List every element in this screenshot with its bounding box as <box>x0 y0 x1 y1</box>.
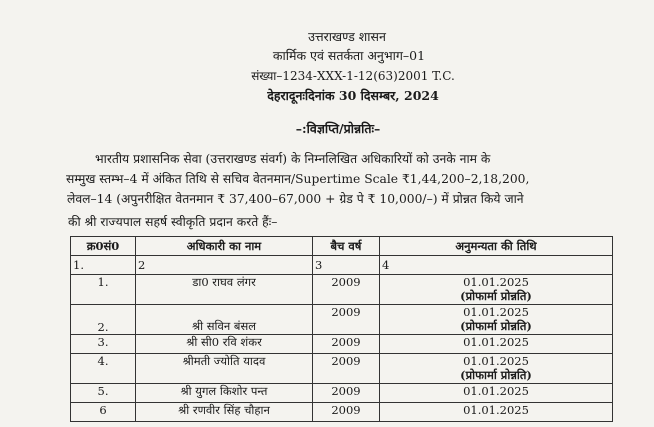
header-batch: बैच वर्ष <box>313 237 380 256</box>
row-date: 01.01.2025 <box>380 403 613 422</box>
row-batch: 2009 <box>313 384 380 403</box>
column-number-row <box>71 256 613 275</box>
row-batch: 2009 <box>313 403 380 422</box>
row-note: (प्रोफार्मा प्रोन्नति) <box>460 368 532 382</box>
row-batch: 2009 <box>313 275 380 305</box>
row-sno: 1. <box>71 275 136 305</box>
row-date-cell <box>380 305 613 335</box>
paragraph-line-3: लेवल–14 (अपुनरीक्षित वेतनमान ₹ 37,400–67,000 + ग्रेड पे ₹ 10,000/–) में प्रोन्नत किये जाने <box>67 192 524 206</box>
notice-subject: –:विज्ञप्ति/प्रोन्नतिः– <box>295 121 381 136</box>
row-batch: 2009 <box>313 354 380 384</box>
col-number: 3 <box>313 256 380 275</box>
row-name: श्री सविन बंसल <box>136 305 313 335</box>
officers-table <box>70 236 613 422</box>
reference-number: संख्या–1234-XXX-1-12(63)2001 T.C. <box>251 69 455 83</box>
row-date: 01.01.2025 <box>380 335 613 354</box>
row-date: 01.01.2025 <box>463 275 529 289</box>
row-name: श्री युगल किशोर पन्त <box>136 384 313 403</box>
row-sno: 4. <box>71 354 136 384</box>
table-row <box>71 275 613 305</box>
paragraph-line-2: सम्मुख स्तम्भ–4 में अंकित तिथि से सचिव वेतनमान/Supertime Scale ₹1,44,200–2,18,200, <box>66 172 530 186</box>
table-row <box>71 305 613 335</box>
col-number: 2 <box>136 256 313 275</box>
section-title: कार्मिक एवं सतर्कता अनुभाग–01 <box>272 48 426 63</box>
row-date: 01.01.2025 <box>380 384 613 403</box>
paragraph-line-1: भारतीय प्रशासनिक सेवा (उत्तराखण्ड संवर्ग) के निम्नलिखित अधिकारियों को उनके नाम के <box>95 152 491 166</box>
table-row <box>71 335 613 354</box>
table-header-row <box>71 237 613 256</box>
row-sno: 5. <box>71 384 136 403</box>
row-date: 01.01.2025 <box>463 305 529 319</box>
header-name: अधिकारी का नाम <box>136 237 313 256</box>
row-name: श्री सी0 रवि शंकर <box>136 335 313 354</box>
row-name: डा0 राघव लंगर <box>136 275 313 305</box>
row-date-cell <box>380 354 613 384</box>
table-row <box>71 384 613 403</box>
paragraph-line-4: की श्री राज्यपाल सहर्ष स्वीकृति प्रदान करते हैंः– <box>68 215 278 229</box>
row-batch: 2009 <box>313 335 380 354</box>
row-note: (प्रोफार्मा प्रोन्नति) <box>460 289 532 303</box>
row-date: 01.01.2025 <box>463 354 529 368</box>
header-date: अनुमन्यता की तिथि <box>380 237 613 256</box>
header-sno: क्र0सं0 <box>71 237 136 256</box>
row-batch: 2009 <box>313 305 380 335</box>
row-note: (प्रोफार्मा प्रोन्नति) <box>460 319 532 333</box>
row-name: श्री रणवीर सिंह चौहान <box>136 403 313 422</box>
department-title: उत्तराखण्ड शासन <box>308 29 386 44</box>
row-date-cell <box>380 275 613 305</box>
table-row <box>71 354 613 384</box>
date-line: देहरादूनःदिनांक 30 दिसम्बर, 2024 <box>267 88 439 103</box>
col-number: 1. <box>71 256 136 275</box>
table-row <box>71 403 613 422</box>
row-sno: 6 <box>71 403 136 422</box>
row-name: श्रीमती ज्योति यादव <box>136 354 313 384</box>
row-sno: 3. <box>71 335 136 354</box>
row-sno: 2. <box>71 305 136 335</box>
col-number: 4 <box>380 256 613 275</box>
